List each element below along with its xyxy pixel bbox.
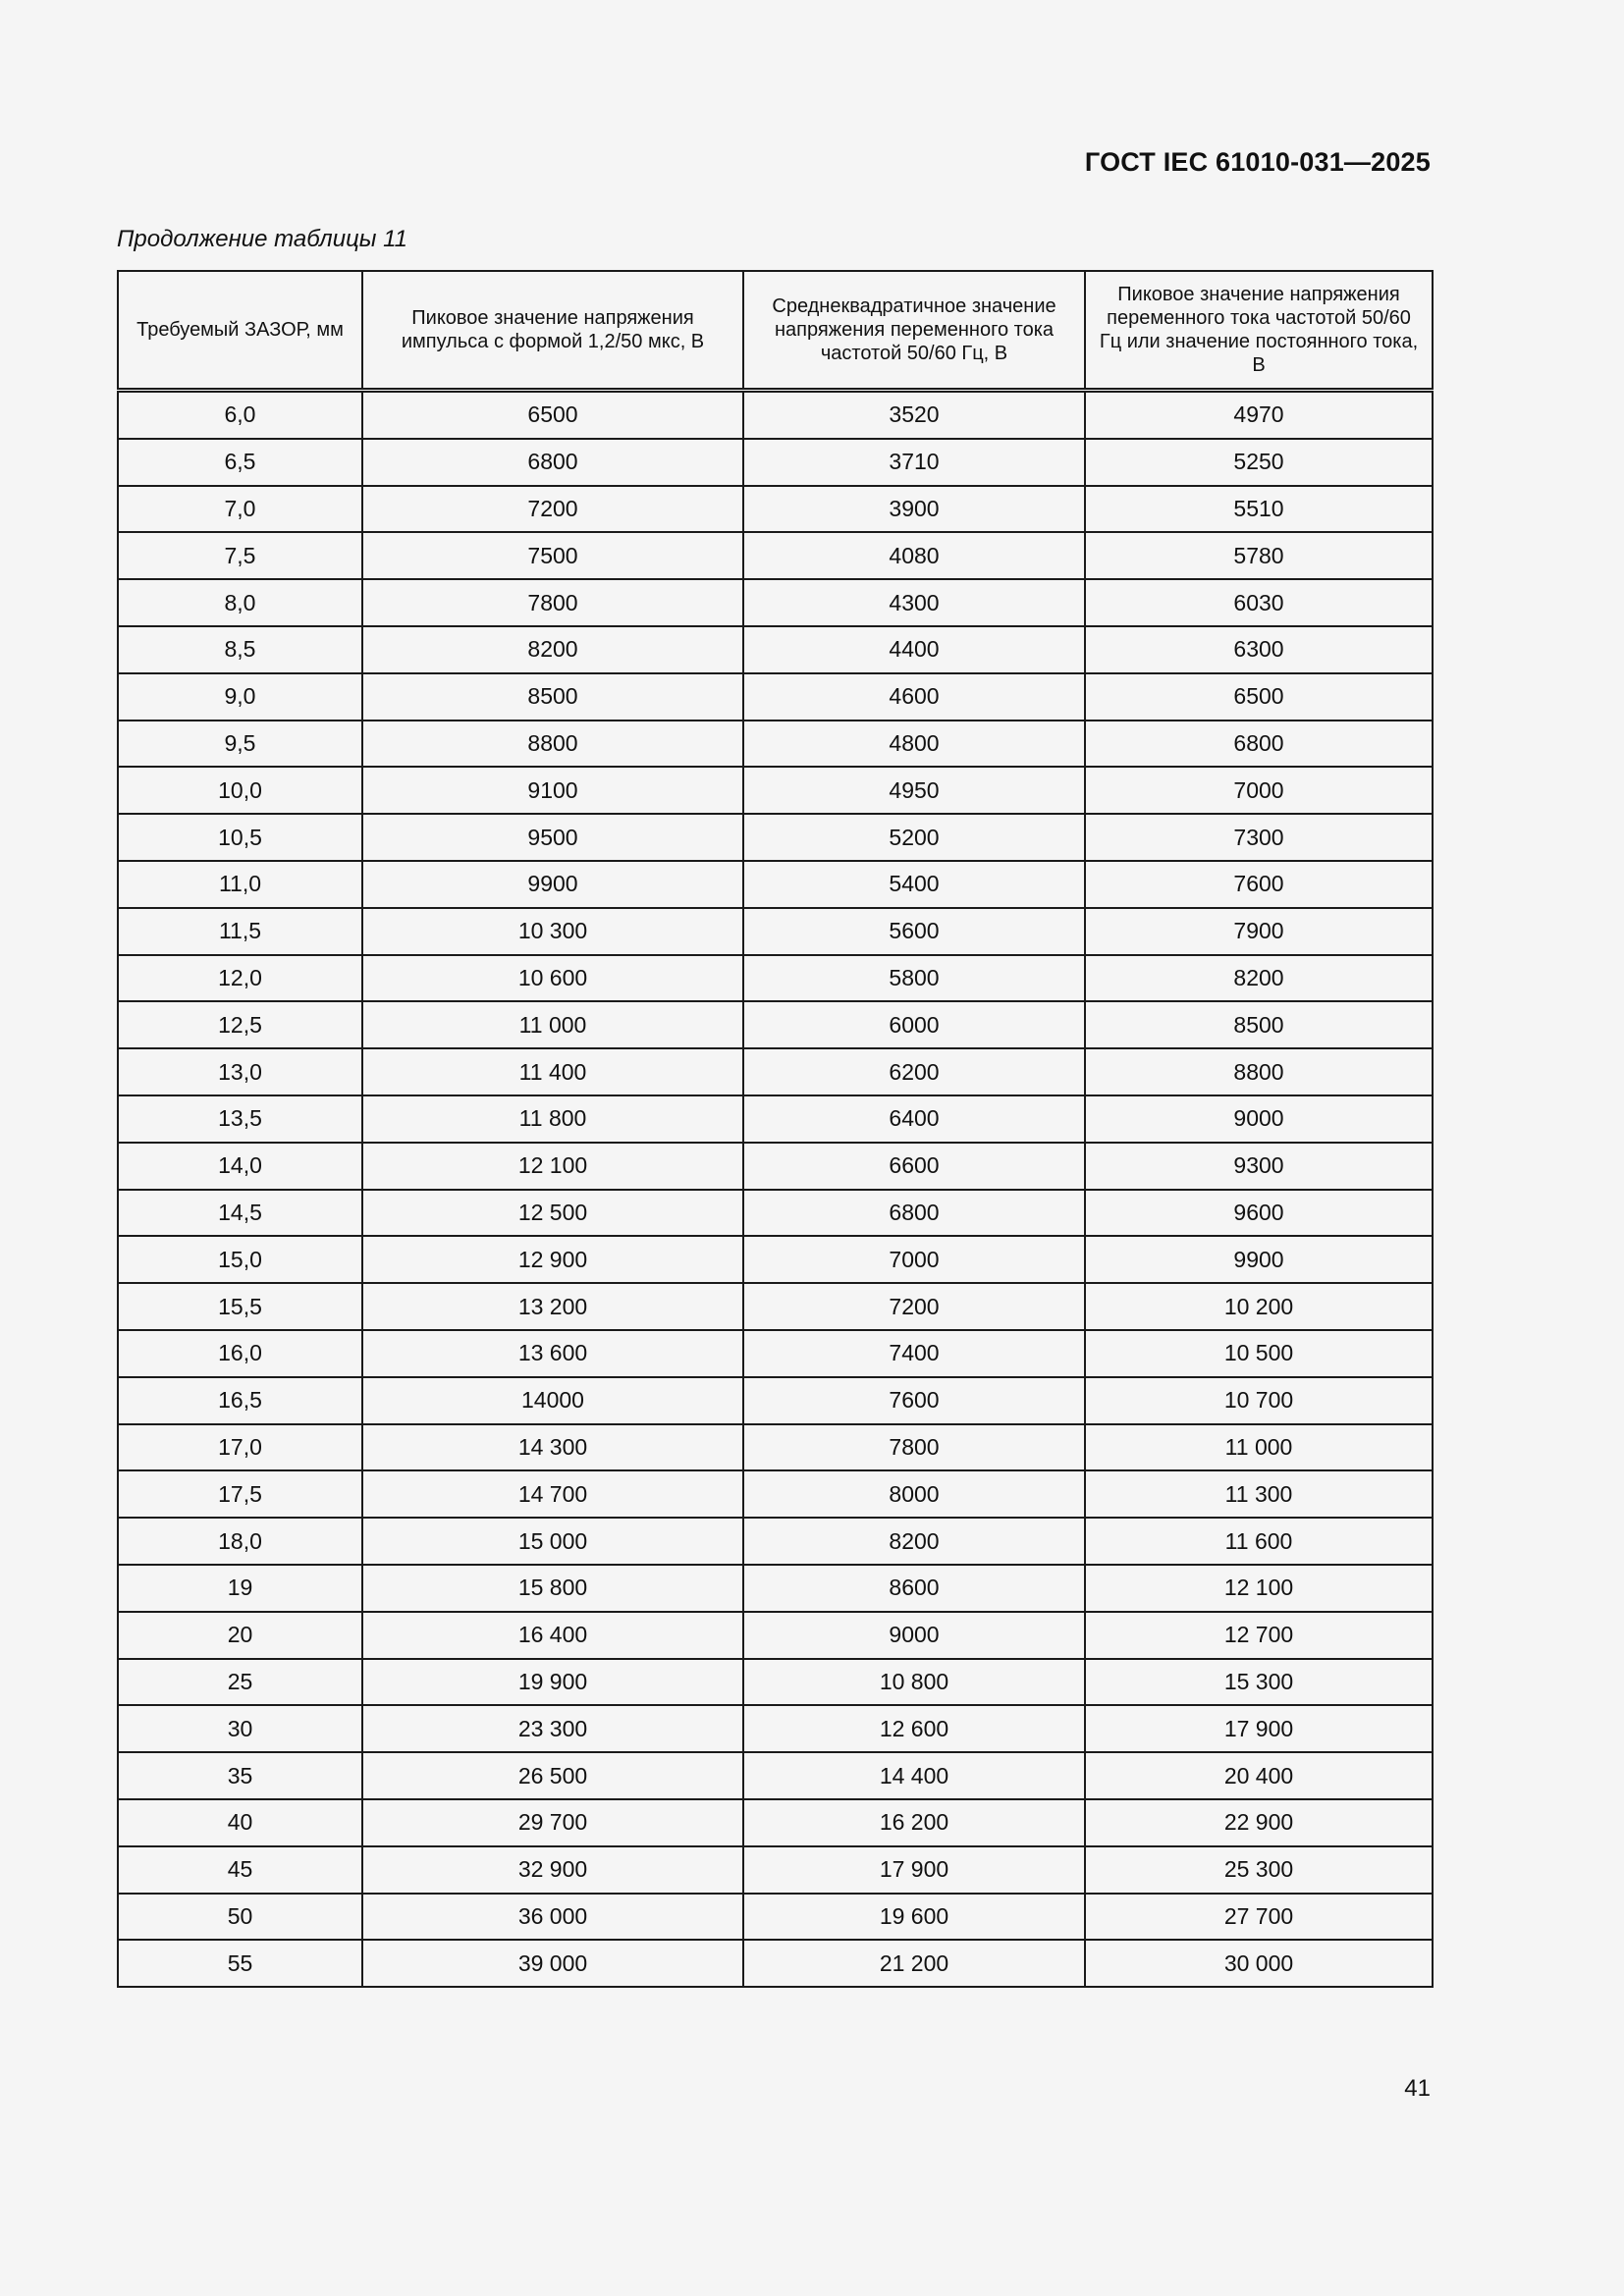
cell-impulse-voltage: 23 300 (362, 1705, 743, 1752)
table-row (118, 908, 1433, 955)
document-code: ГОСТ IEC 61010-031—2025 (1084, 147, 1431, 177)
cell-impulse-voltage: 26 500 (362, 1752, 743, 1799)
cell-peak-ac-dc-voltage: 5250 (1085, 439, 1433, 486)
table-row (118, 532, 1433, 579)
cell-peak-ac-dc-voltage: 9300 (1085, 1143, 1433, 1190)
table-row (118, 1377, 1433, 1424)
cell-clearance: 40 (118, 1799, 362, 1846)
cell-clearance: 13,0 (118, 1048, 362, 1095)
cell-peak-ac-dc-voltage: 9600 (1085, 1190, 1433, 1237)
cell-impulse-voltage: 8800 (362, 721, 743, 768)
cell-peak-ac-dc-voltage: 11 300 (1085, 1470, 1433, 1518)
table-body (118, 391, 1433, 1988)
cell-impulse-voltage: 19 900 (362, 1659, 743, 1706)
cell-peak-ac-dc-voltage: 10 700 (1085, 1377, 1433, 1424)
table-row (118, 1518, 1433, 1565)
clearance-voltage-table (117, 270, 1434, 1988)
table-row (118, 391, 1433, 439)
cell-rms-voltage: 8600 (743, 1565, 1085, 1612)
cell-rms-voltage: 4950 (743, 767, 1085, 814)
table-row (118, 1799, 1433, 1846)
cell-peak-ac-dc-voltage: 20 400 (1085, 1752, 1433, 1799)
cell-rms-voltage: 5200 (743, 814, 1085, 861)
table-row (118, 1659, 1433, 1706)
cell-impulse-voltage: 7800 (362, 579, 743, 626)
cell-peak-ac-dc-voltage: 11 600 (1085, 1518, 1433, 1565)
cell-impulse-voltage: 9100 (362, 767, 743, 814)
cell-clearance: 12,5 (118, 1001, 362, 1048)
table-row (118, 1424, 1433, 1471)
table-row (118, 1705, 1433, 1752)
table-row (118, 1283, 1433, 1330)
cell-impulse-voltage: 12 500 (362, 1190, 743, 1237)
cell-peak-ac-dc-voltage: 4970 (1085, 391, 1433, 439)
cell-rms-voltage: 17 900 (743, 1846, 1085, 1894)
cell-impulse-voltage: 39 000 (362, 1940, 743, 1987)
cell-rms-voltage: 4300 (743, 579, 1085, 626)
cell-rms-voltage: 21 200 (743, 1940, 1085, 1987)
table-caption: Продолжение таблицы 11 (117, 226, 408, 252)
cell-clearance: 30 (118, 1705, 362, 1752)
cell-impulse-voltage: 11 800 (362, 1095, 743, 1143)
cell-rms-voltage: 3520 (743, 391, 1085, 439)
cell-clearance: 7,5 (118, 532, 362, 579)
cell-peak-ac-dc-voltage: 11 000 (1085, 1424, 1433, 1471)
cell-clearance: 25 (118, 1659, 362, 1706)
cell-impulse-voltage: 8500 (362, 673, 743, 721)
cell-peak-ac-dc-voltage: 7000 (1085, 767, 1433, 814)
cell-rms-voltage: 6800 (743, 1190, 1085, 1237)
cell-impulse-voltage: 29 700 (362, 1799, 743, 1846)
table-header-row (118, 271, 1433, 391)
cell-rms-voltage: 10 800 (743, 1659, 1085, 1706)
header-peak-ac-dc-voltage: Пиковое значение напряжения переменного тока частотой 50/60 Гц или значение постоянного тока, В (1085, 271, 1433, 391)
cell-impulse-voltage: 7500 (362, 532, 743, 579)
cell-peak-ac-dc-voltage: 15 300 (1085, 1659, 1433, 1706)
header-clearance: Требуемый ЗАЗОР, мм (118, 271, 362, 391)
cell-clearance: 18,0 (118, 1518, 362, 1565)
cell-impulse-voltage: 13 600 (362, 1330, 743, 1377)
cell-rms-voltage: 7800 (743, 1424, 1085, 1471)
cell-rms-voltage: 7000 (743, 1236, 1085, 1283)
table-row (118, 1612, 1433, 1659)
cell-impulse-voltage: 9500 (362, 814, 743, 861)
cell-clearance: 15,5 (118, 1283, 362, 1330)
table-row (118, 1565, 1433, 1612)
cell-clearance: 50 (118, 1894, 362, 1941)
cell-peak-ac-dc-voltage: 6800 (1085, 721, 1433, 768)
cell-clearance: 14,5 (118, 1190, 362, 1237)
cell-rms-voltage: 8000 (743, 1470, 1085, 1518)
table-row (118, 1190, 1433, 1237)
cell-clearance: 9,0 (118, 673, 362, 721)
cell-peak-ac-dc-voltage: 7600 (1085, 861, 1433, 908)
cell-peak-ac-dc-voltage: 6030 (1085, 579, 1433, 626)
cell-clearance: 11,0 (118, 861, 362, 908)
table-row (118, 439, 1433, 486)
table-row (118, 1330, 1433, 1377)
table-header (118, 271, 1433, 391)
table-row (118, 1846, 1433, 1894)
cell-clearance: 16,0 (118, 1330, 362, 1377)
cell-rms-voltage: 7200 (743, 1283, 1085, 1330)
table-row (118, 861, 1433, 908)
table-row (118, 721, 1433, 768)
cell-peak-ac-dc-voltage: 6500 (1085, 673, 1433, 721)
cell-peak-ac-dc-voltage: 8200 (1085, 955, 1433, 1002)
table-row (118, 673, 1433, 721)
cell-peak-ac-dc-voltage: 5780 (1085, 532, 1433, 579)
table-row (118, 579, 1433, 626)
cell-rms-voltage: 4600 (743, 673, 1085, 721)
cell-impulse-voltage: 15 800 (362, 1565, 743, 1612)
cell-rms-voltage: 6000 (743, 1001, 1085, 1048)
cell-peak-ac-dc-voltage: 12 100 (1085, 1565, 1433, 1612)
cell-rms-voltage: 6200 (743, 1048, 1085, 1095)
table-row (118, 1752, 1433, 1799)
cell-clearance: 8,5 (118, 626, 362, 673)
cell-rms-voltage: 12 600 (743, 1705, 1085, 1752)
cell-peak-ac-dc-voltage: 5510 (1085, 486, 1433, 533)
cell-impulse-voltage: 14 700 (362, 1470, 743, 1518)
table-row (118, 767, 1433, 814)
cell-impulse-voltage: 12 100 (362, 1143, 743, 1190)
table-row (118, 1940, 1433, 1987)
cell-clearance: 8,0 (118, 579, 362, 626)
table-row (118, 1095, 1433, 1143)
cell-impulse-voltage: 13 200 (362, 1283, 743, 1330)
table-row (118, 1143, 1433, 1190)
cell-impulse-voltage: 6800 (362, 439, 743, 486)
cell-clearance: 16,5 (118, 1377, 362, 1424)
cell-rms-voltage: 16 200 (743, 1799, 1085, 1846)
cell-rms-voltage: 7600 (743, 1377, 1085, 1424)
cell-peak-ac-dc-voltage: 22 900 (1085, 1799, 1433, 1846)
cell-impulse-voltage: 7200 (362, 486, 743, 533)
cell-clearance: 6,5 (118, 439, 362, 486)
cell-clearance: 15,0 (118, 1236, 362, 1283)
cell-clearance: 17,0 (118, 1424, 362, 1471)
header-rms-voltage: Среднеквадратичное значение напряжения переменного тока частотой 50/60 Гц, В (743, 271, 1085, 391)
cell-clearance: 20 (118, 1612, 362, 1659)
cell-peak-ac-dc-voltage: 9900 (1085, 1236, 1433, 1283)
cell-impulse-voltage: 14 300 (362, 1424, 743, 1471)
cell-rms-voltage: 7400 (743, 1330, 1085, 1377)
table-row (118, 626, 1433, 673)
cell-impulse-voltage: 14000 (362, 1377, 743, 1424)
cell-peak-ac-dc-voltage: 10 500 (1085, 1330, 1433, 1377)
cell-impulse-voltage: 8200 (362, 626, 743, 673)
table-row (118, 1894, 1433, 1941)
table-row (118, 1470, 1433, 1518)
cell-impulse-voltage: 10 600 (362, 955, 743, 1002)
cell-peak-ac-dc-voltage: 10 200 (1085, 1283, 1433, 1330)
cell-rms-voltage: 6400 (743, 1095, 1085, 1143)
cell-clearance: 13,5 (118, 1095, 362, 1143)
cell-rms-voltage: 5600 (743, 908, 1085, 955)
cell-rms-voltage: 3710 (743, 439, 1085, 486)
cell-clearance: 9,5 (118, 721, 362, 768)
cell-peak-ac-dc-voltage: 8500 (1085, 1001, 1433, 1048)
cell-impulse-voltage: 9900 (362, 861, 743, 908)
cell-peak-ac-dc-voltage: 7300 (1085, 814, 1433, 861)
cell-rms-voltage: 14 400 (743, 1752, 1085, 1799)
page-number: 41 (1404, 2075, 1431, 2102)
table-row (118, 1001, 1433, 1048)
cell-impulse-voltage: 11 400 (362, 1048, 743, 1095)
cell-impulse-voltage: 16 400 (362, 1612, 743, 1659)
table-row (118, 1236, 1433, 1283)
cell-peak-ac-dc-voltage: 27 700 (1085, 1894, 1433, 1941)
table-row (118, 1048, 1433, 1095)
cell-peak-ac-dc-voltage: 30 000 (1085, 1940, 1433, 1987)
cell-clearance: 17,5 (118, 1470, 362, 1518)
cell-rms-voltage: 5400 (743, 861, 1085, 908)
cell-rms-voltage: 4800 (743, 721, 1085, 768)
cell-impulse-voltage: 10 300 (362, 908, 743, 955)
cell-impulse-voltage: 11 000 (362, 1001, 743, 1048)
cell-rms-voltage: 8200 (743, 1518, 1085, 1565)
cell-peak-ac-dc-voltage: 9000 (1085, 1095, 1433, 1143)
cell-rms-voltage: 6600 (743, 1143, 1085, 1190)
cell-peak-ac-dc-voltage: 7900 (1085, 908, 1433, 955)
cell-clearance: 14,0 (118, 1143, 362, 1190)
cell-rms-voltage: 19 600 (743, 1894, 1085, 1941)
header-impulse-voltage: Пиковое значение напряжения импульса с формой 1,2/50 мкс, В (362, 271, 743, 391)
cell-rms-voltage: 9000 (743, 1612, 1085, 1659)
cell-rms-voltage: 4400 (743, 626, 1085, 673)
cell-clearance: 10,0 (118, 767, 362, 814)
cell-clearance: 6,0 (118, 391, 362, 439)
cell-clearance: 35 (118, 1752, 362, 1799)
cell-impulse-voltage: 15 000 (362, 1518, 743, 1565)
cell-rms-voltage: 4080 (743, 532, 1085, 579)
cell-impulse-voltage: 32 900 (362, 1846, 743, 1894)
cell-clearance: 11,5 (118, 908, 362, 955)
cell-impulse-voltage: 12 900 (362, 1236, 743, 1283)
cell-clearance: 45 (118, 1846, 362, 1894)
cell-clearance: 7,0 (118, 486, 362, 533)
cell-peak-ac-dc-voltage: 17 900 (1085, 1705, 1433, 1752)
cell-clearance: 10,5 (118, 814, 362, 861)
table-row (118, 814, 1433, 861)
cell-peak-ac-dc-voltage: 6300 (1085, 626, 1433, 673)
cell-rms-voltage: 3900 (743, 486, 1085, 533)
cell-clearance: 12,0 (118, 955, 362, 1002)
cell-peak-ac-dc-voltage: 25 300 (1085, 1846, 1433, 1894)
cell-impulse-voltage: 6500 (362, 391, 743, 439)
cell-peak-ac-dc-voltage: 8800 (1085, 1048, 1433, 1095)
cell-rms-voltage: 5800 (743, 955, 1085, 1002)
table-row (118, 955, 1433, 1002)
cell-impulse-voltage: 36 000 (362, 1894, 743, 1941)
cell-clearance: 55 (118, 1940, 362, 1987)
cell-clearance: 19 (118, 1565, 362, 1612)
table-row (118, 486, 1433, 533)
cell-peak-ac-dc-voltage: 12 700 (1085, 1612, 1433, 1659)
